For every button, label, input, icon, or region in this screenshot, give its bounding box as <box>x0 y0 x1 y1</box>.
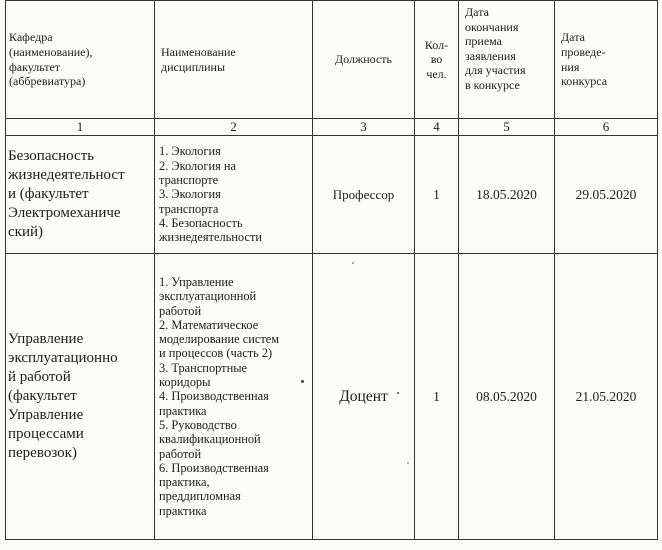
header-application-end: Дата окончания приема заявления для участия в конкурсе <box>459 1 555 119</box>
position-cell: Профессор <box>313 136 415 254</box>
header-discipline: Наименование дисциплины <box>155 1 313 119</box>
column-number: 3 <box>313 119 415 136</box>
table-header-row <box>6 1 658 119</box>
column-number: 2 <box>155 119 313 136</box>
column-number: 4 <box>415 119 459 136</box>
scan-speck <box>407 462 409 464</box>
disciplines-cell: 1. Экология 2. Экология на транспорте 3. Экология транспорта 4. Безопасность жизнедеятельности <box>155 136 313 254</box>
table-row <box>6 254 658 540</box>
column-number: 5 <box>459 119 555 136</box>
competition-date-cell: 29.05.2020 <box>555 136 658 254</box>
column-number: 6 <box>555 119 658 136</box>
department-cell: Управление эксплуатационно й работой (факультет Управление процессами перевозок) <box>6 254 155 540</box>
document-page <box>5 0 660 548</box>
header-count: Кол- во чел. <box>415 1 459 119</box>
count-cell: 1 <box>415 254 459 540</box>
header-competition-date: Дата проведе- ния конкурса <box>555 1 658 119</box>
application-end-cell: 18.05.2020 <box>459 136 555 254</box>
header-department: Кафедра (наименование), факультет (аббревиатура) <box>6 1 155 119</box>
count-cell: 1 <box>415 136 459 254</box>
column-number-row <box>6 119 658 136</box>
column-number: 1 <box>6 119 155 136</box>
application-end-cell: 08.05.2020 <box>459 254 555 540</box>
competition-date-cell: 21.05.2020 <box>555 254 658 540</box>
position-cell: Доцент <box>313 254 415 540</box>
header-position: Должность <box>313 1 415 119</box>
department-cell: Безопасность жизнедеятельност и (факультет Электромеханиче ский) <box>6 136 155 254</box>
disciplines-cell: 1. Управление эксплуатационной работой 2. Математическое моделирование систем и процессов (часть 2) 3. Транспортные коридоры 4. Производственная практика 5. Руководство квалификационной работой 6. Производственная практика, преддипломная практика <box>155 254 313 540</box>
scan-speck <box>397 392 399 394</box>
table-row <box>6 136 658 254</box>
competition-table <box>5 0 658 540</box>
scan-speck <box>301 380 304 383</box>
scan-speck <box>352 262 354 264</box>
